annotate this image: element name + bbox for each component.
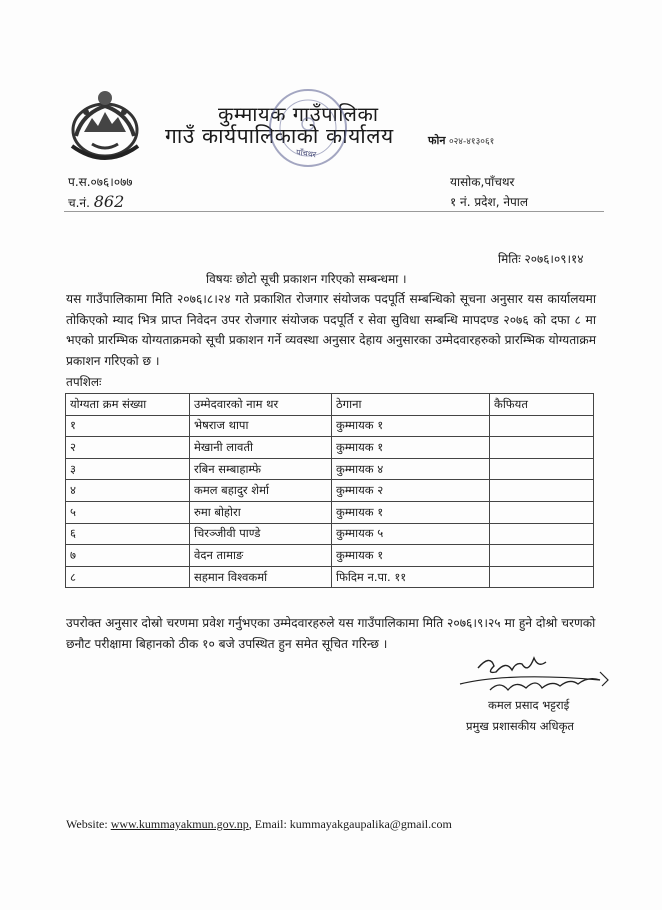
email-address: kummayakgaupalika@gmail.com: [289, 817, 452, 831]
header-divider: [64, 211, 604, 212]
phone-label: फोन: [428, 134, 446, 147]
header-rank: योग्यता क्रम संख्या: [66, 394, 190, 416]
cell-rank: १: [66, 415, 190, 437]
office-subtitle: गाउँ कार्यपालिकाको कार्यालय: [165, 124, 394, 148]
cell-address: कुम्मायक ४: [332, 458, 490, 480]
cell-remarks: [490, 437, 594, 459]
cell-rank: ८: [66, 566, 190, 588]
office-address: [450, 172, 528, 212]
signatory-name: कमल प्रसाद भट्टराई: [488, 698, 570, 712]
list-label: तपशिलः: [66, 375, 102, 389]
table-row: [66, 566, 594, 588]
cell-address: फिदिम न.पा. ११: [332, 566, 490, 588]
footer-contact: [66, 817, 452, 832]
header-address: ठेगाना: [332, 394, 490, 416]
table-row: [66, 523, 594, 545]
table-row: [66, 545, 594, 567]
cell-remarks: [490, 458, 594, 480]
address-line1: यासोक,पाँचथर: [450, 175, 515, 189]
cell-remarks: [490, 480, 594, 502]
phone-info: [428, 133, 494, 148]
email-label: , Email:: [248, 817, 290, 831]
cell-rank: ४: [66, 480, 190, 502]
cell-rank: २: [66, 437, 190, 459]
cell-name: वेदन तामाङ: [190, 545, 332, 567]
dispatch-number: 862: [93, 192, 125, 211]
cell-remarks: [490, 566, 594, 588]
office-name: कुम्मायक गाउँपालिका: [218, 102, 379, 126]
address-line2: १ नं. प्रदेश, नेपाल: [450, 195, 529, 209]
website-link[interactable]: www.kummayakmun.gov.np: [110, 817, 249, 831]
cell-rank: ५: [66, 501, 190, 523]
table-row: [66, 437, 594, 459]
reference-block: [68, 172, 133, 213]
cell-name: रुमा बोहोरा: [190, 501, 332, 523]
cell-name: सहमान विश्वकर्मा: [190, 566, 332, 588]
cell-rank: ३: [66, 458, 190, 480]
letter-subject: विषयः छोटो सूची प्रकाशन गरिएको सम्बन्धमा ।: [206, 272, 407, 286]
table-row: [66, 480, 594, 502]
cell-address: कुम्मायक १: [332, 437, 490, 459]
signatory-title: प्रमुख प्रशासकीय अधिकृत: [466, 719, 574, 733]
cell-address: कुम्मायक १: [332, 501, 490, 523]
cell-address: कुम्मायक १: [332, 545, 490, 567]
stamp-text: पाँचथर: [295, 147, 317, 160]
reference-number: प.स.०७६।०७७: [68, 175, 133, 189]
cell-address: कुम्मायक २: [332, 480, 490, 502]
candidate-table: [65, 393, 594, 588]
phone-number: ०२४-४१३०६१: [448, 137, 495, 147]
website-label: Website:: [66, 817, 111, 831]
header-remarks: कैफियत: [490, 394, 594, 416]
dispatch-label: च.नं.: [68, 196, 90, 210]
dispatch-line: [68, 192, 133, 213]
closing-paragraph: उपरोक्त अनुसार दोस्रो चरणमा प्रवेश गर्नुभएका उम्मेदवारहरुले यस गाउँपालिकामा मिति २०७६।९।२५ मा हुने दोश्रो चरणको छनौट परीक्षामा बिहानको ठीक १० बजे उपस्थित हुन समेत सूचित गरिन्छ ।: [66, 616, 596, 651]
cell-remarks: [490, 501, 594, 523]
cell-remarks: [490, 523, 594, 545]
letter-date: मितिः २०७६।०९।१४: [498, 252, 584, 266]
header-name: उम्मेदवारको नाम थर: [190, 394, 332, 416]
table-header-row: [66, 394, 594, 416]
cell-name: भेषराज थापा: [190, 415, 332, 437]
cell-name: कमल बहादुर शेर्मा: [190, 480, 332, 502]
nepal-emblem-icon: [62, 84, 148, 164]
table-row: [66, 458, 594, 480]
cell-remarks: [490, 545, 594, 567]
cell-name: रबिन सम्बाहाम्फे: [190, 458, 332, 480]
table-row: [66, 415, 594, 437]
cell-name: मेखानी लावती: [190, 437, 332, 459]
cell-address: कुम्मायक ५: [332, 523, 490, 545]
cell-address: कुम्मायक १: [332, 415, 490, 437]
letter-body: यस गाउँपालिकामा मिति २०७६।८।२४ गते प्रकाशित रोजगार संयोजक पदपूर्ति सम्बन्धिको सूचना अनुसार यस कार्यालयमा तोकिएको म्याद भित्र प्राप्त निवेदन उपर रोजगार संयोजक पदपूर्ति र सेवा सुविधा सम्बन्धि मापदण्ड २०७६ को दफा ८ मा भएको प्रारम्भिक योग्यताक्रमको सूची प्रकाशन गर्ने व्यवस्था अनुसार देहाय अनुसारका उम्मेदवारहरुको प्रारम्भिक योग्यताक्रम प्रकाशन गरिएको छ ।: [66, 292, 596, 368]
cell-rank: ७: [66, 545, 190, 567]
cell-name: चिरञ्जीवी पाण्डे: [190, 523, 332, 545]
table-row: [66, 501, 594, 523]
cell-rank: ६: [66, 523, 190, 545]
cell-remarks: [490, 415, 594, 437]
